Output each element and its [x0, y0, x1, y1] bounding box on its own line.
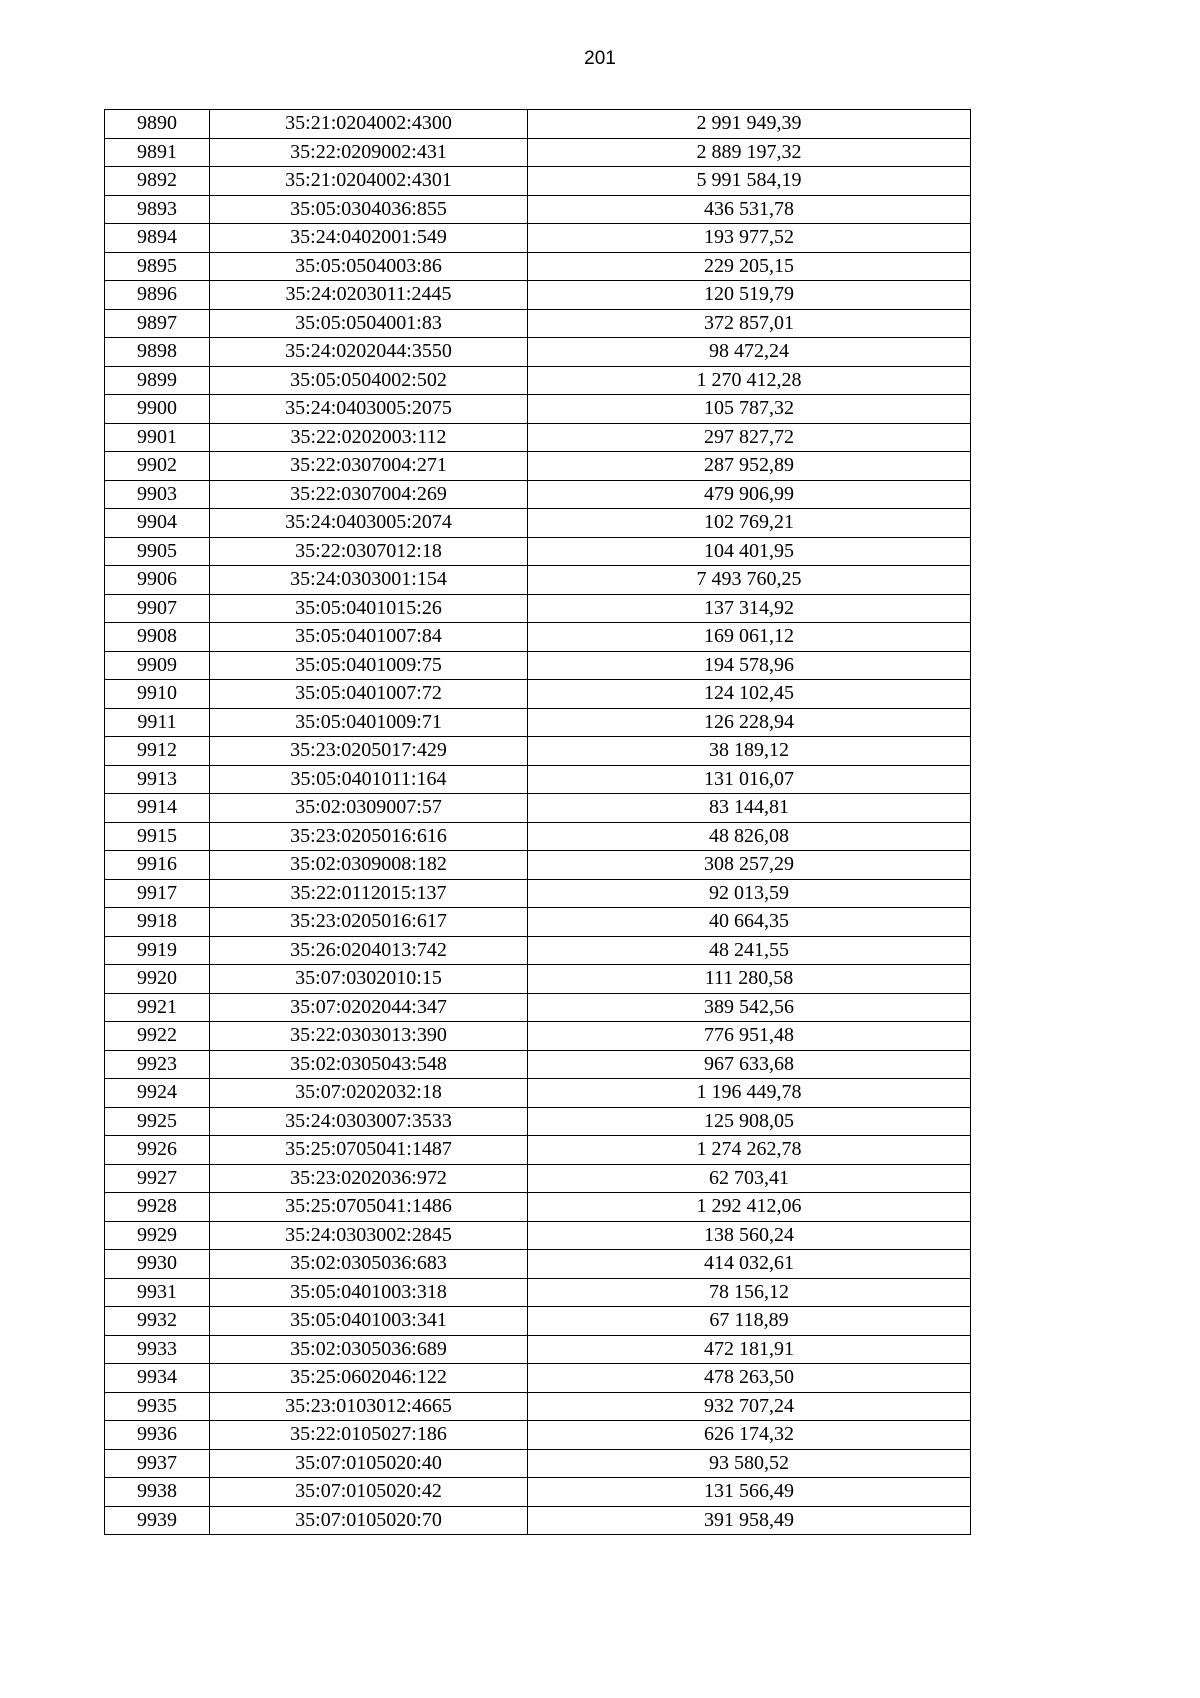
row-number-cell: 9910 — [105, 680, 210, 709]
table-row — [105, 822, 971, 851]
table-row — [105, 195, 971, 224]
cadastral-number-cell: 35:05:0401007:84 — [210, 623, 528, 652]
cadastral-value-cell: 479 906,99 — [528, 480, 971, 509]
table-row — [105, 1335, 971, 1364]
cadastral-number-cell: 35:05:0401009:71 — [210, 708, 528, 737]
cadastral-value-cell: 414 032,61 — [528, 1250, 971, 1279]
table-row — [105, 252, 971, 281]
row-number-cell: 9893 — [105, 195, 210, 224]
row-number-cell: 9915 — [105, 822, 210, 851]
row-number-cell: 9892 — [105, 167, 210, 196]
cadastral-value-cell: 125 908,05 — [528, 1107, 971, 1136]
cadastral-value-cell: 478 263,50 — [528, 1364, 971, 1393]
table-body — [105, 110, 971, 1535]
cadastral-number-cell: 35:07:0302010:15 — [210, 965, 528, 994]
row-number-cell: 9903 — [105, 480, 210, 509]
cadastral-number-cell: 35:21:0204002:4300 — [210, 110, 528, 139]
row-number-cell: 9928 — [105, 1193, 210, 1222]
cadastral-value-table — [104, 109, 971, 1535]
cadastral-number-cell: 35:05:0401007:72 — [210, 680, 528, 709]
cadastral-number-cell: 35:02:0305036:683 — [210, 1250, 528, 1279]
page-number: 201 — [584, 48, 616, 69]
cadastral-number-cell: 35:22:0307004:271 — [210, 452, 528, 481]
cadastral-value-cell: 436 531,78 — [528, 195, 971, 224]
table-row — [105, 138, 971, 167]
cadastral-number-cell: 35:05:0304036:855 — [210, 195, 528, 224]
cadastral-value-cell: 38 189,12 — [528, 737, 971, 766]
table-row — [105, 1050, 971, 1079]
row-number-cell: 9894 — [105, 224, 210, 253]
table-row — [105, 566, 971, 595]
cadastral-value-cell: 169 061,12 — [528, 623, 971, 652]
cadastral-number-cell: 35:21:0204002:4301 — [210, 167, 528, 196]
cadastral-value-cell: 7 493 760,25 — [528, 566, 971, 595]
cadastral-number-cell: 35:23:0205016:616 — [210, 822, 528, 851]
row-number-cell: 9918 — [105, 908, 210, 937]
cadastral-value-cell: 78 156,12 — [528, 1278, 971, 1307]
row-number-cell: 9929 — [105, 1221, 210, 1250]
cadastral-value-cell: 2 889 197,32 — [528, 138, 971, 167]
table-row — [105, 965, 971, 994]
table-row — [105, 1392, 971, 1421]
table-row — [105, 167, 971, 196]
table-row — [105, 1193, 971, 1222]
row-number-cell: 9936 — [105, 1421, 210, 1450]
table-row — [105, 281, 971, 310]
cadastral-number-cell: 35:23:0103012:4665 — [210, 1392, 528, 1421]
row-number-cell: 9897 — [105, 309, 210, 338]
row-number-cell: 9925 — [105, 1107, 210, 1136]
cadastral-number-cell: 35:07:0202044:347 — [210, 993, 528, 1022]
row-number-cell: 9937 — [105, 1449, 210, 1478]
cadastral-number-cell: 35:07:0105020:70 — [210, 1506, 528, 1535]
row-number-cell: 9920 — [105, 965, 210, 994]
table-row — [105, 794, 971, 823]
cadastral-value-cell: 776 951,48 — [528, 1022, 971, 1051]
table-row — [105, 936, 971, 965]
table-row — [105, 1022, 971, 1051]
table-row — [105, 1278, 971, 1307]
cadastral-number-cell: 35:25:0705041:1486 — [210, 1193, 528, 1222]
cadastral-value-cell: 229 205,15 — [528, 252, 971, 281]
cadastral-value-cell: 1 196 449,78 — [528, 1079, 971, 1108]
row-number-cell: 9926 — [105, 1136, 210, 1165]
cadastral-value-cell: 389 542,56 — [528, 993, 971, 1022]
row-number-cell: 9931 — [105, 1278, 210, 1307]
cadastral-number-cell: 35:26:0204013:742 — [210, 936, 528, 965]
table-row — [105, 737, 971, 766]
table-row — [105, 765, 971, 794]
row-number-cell: 9906 — [105, 566, 210, 595]
cadastral-number-cell: 35:23:0205017:429 — [210, 737, 528, 766]
cadastral-number-cell: 35:05:0401015:26 — [210, 594, 528, 623]
row-number-cell: 9938 — [105, 1478, 210, 1507]
cadastral-number-cell: 35:24:0303007:3533 — [210, 1107, 528, 1136]
row-number-cell: 9908 — [105, 623, 210, 652]
cadastral-value-cell: 287 952,89 — [528, 452, 971, 481]
table-row — [105, 1449, 971, 1478]
cadastral-value-cell: 308 257,29 — [528, 851, 971, 880]
cadastral-number-cell: 35:02:0305043:548 — [210, 1050, 528, 1079]
cadastral-value-cell: 105 787,32 — [528, 395, 971, 424]
table-row — [105, 366, 971, 395]
cadastral-value-cell: 48 826,08 — [528, 822, 971, 851]
table-row — [105, 1136, 971, 1165]
row-number-cell: 9921 — [105, 993, 210, 1022]
table-row — [105, 224, 971, 253]
cadastral-number-cell: 35:02:0305036:689 — [210, 1335, 528, 1364]
cadastral-value-cell: 62 703,41 — [528, 1164, 971, 1193]
cadastral-value-cell: 48 241,55 — [528, 936, 971, 965]
row-number-cell: 9919 — [105, 936, 210, 965]
cadastral-value-cell: 92 013,59 — [528, 879, 971, 908]
cadastral-value-cell: 138 560,24 — [528, 1221, 971, 1250]
table-row — [105, 1364, 971, 1393]
table-row — [105, 879, 971, 908]
cadastral-number-cell: 35:05:0401003:318 — [210, 1278, 528, 1307]
cadastral-number-cell: 35:05:0504003:86 — [210, 252, 528, 281]
cadastral-value-cell: 2 991 949,39 — [528, 110, 971, 139]
cadastral-value-cell: 131 016,07 — [528, 765, 971, 794]
cadastral-number-cell: 35:24:0403005:2074 — [210, 509, 528, 538]
cadastral-number-cell: 35:05:0401011:164 — [210, 765, 528, 794]
row-number-cell: 9912 — [105, 737, 210, 766]
cadastral-value-cell: 102 769,21 — [528, 509, 971, 538]
cadastral-value-cell: 194 578,96 — [528, 651, 971, 680]
cadastral-value-cell: 297 827,72 — [528, 423, 971, 452]
row-number-cell: 9934 — [105, 1364, 210, 1393]
cadastral-value-cell: 1 292 412,06 — [528, 1193, 971, 1222]
cadastral-value-cell: 104 401,95 — [528, 537, 971, 566]
cadastral-number-cell: 35:25:0602046:122 — [210, 1364, 528, 1393]
cadastral-value-cell: 193 977,52 — [528, 224, 971, 253]
table-row — [105, 309, 971, 338]
table-row — [105, 452, 971, 481]
table-row — [105, 1307, 971, 1336]
cadastral-number-cell: 35:24:0203011:2445 — [210, 281, 528, 310]
cadastral-value-cell: 5 991 584,19 — [528, 167, 971, 196]
cadastral-value-cell: 126 228,94 — [528, 708, 971, 737]
row-number-cell: 9930 — [105, 1250, 210, 1279]
table-row — [105, 1107, 971, 1136]
cadastral-number-cell: 35:07:0105020:40 — [210, 1449, 528, 1478]
cadastral-number-cell: 35:22:0202003:112 — [210, 423, 528, 452]
row-number-cell: 9911 — [105, 708, 210, 737]
table-row — [105, 1250, 971, 1279]
table-row — [105, 1478, 971, 1507]
cadastral-value-cell: 93 580,52 — [528, 1449, 971, 1478]
row-number-cell: 9914 — [105, 794, 210, 823]
cadastral-value-cell: 1 270 412,28 — [528, 366, 971, 395]
cadastral-value-cell: 967 633,68 — [528, 1050, 971, 1079]
cadastral-number-cell: 35:25:0705041:1487 — [210, 1136, 528, 1165]
table-row — [105, 594, 971, 623]
row-number-cell: 9901 — [105, 423, 210, 452]
table-row — [105, 623, 971, 652]
cadastral-number-cell: 35:05:0401003:341 — [210, 1307, 528, 1336]
cadastral-value-cell: 83 144,81 — [528, 794, 971, 823]
cadastral-number-cell: 35:23:0205016:617 — [210, 908, 528, 937]
cadastral-number-cell: 35:05:0401009:75 — [210, 651, 528, 680]
row-number-cell: 9932 — [105, 1307, 210, 1336]
row-number-cell: 9904 — [105, 509, 210, 538]
cadastral-number-cell: 35:22:0105027:186 — [210, 1421, 528, 1450]
cadastral-number-cell: 35:22:0307012:18 — [210, 537, 528, 566]
cadastral-number-cell: 35:22:0209002:431 — [210, 138, 528, 167]
table-row — [105, 851, 971, 880]
table-row — [105, 423, 971, 452]
cadastral-value-cell: 472 181,91 — [528, 1335, 971, 1364]
row-number-cell: 9917 — [105, 879, 210, 908]
cadastral-number-cell: 35:05:0504002:502 — [210, 366, 528, 395]
table-row — [105, 110, 971, 139]
table-row — [105, 651, 971, 680]
cadastral-number-cell: 35:24:0403005:2075 — [210, 395, 528, 424]
cadastral-number-cell: 35:24:0202044:3550 — [210, 338, 528, 367]
cadastral-number-cell: 35:22:0112015:137 — [210, 879, 528, 908]
row-number-cell: 9905 — [105, 537, 210, 566]
cadastral-value-cell: 40 664,35 — [528, 908, 971, 937]
cadastral-number-cell: 35:07:0202032:18 — [210, 1079, 528, 1108]
cadastral-value-cell: 120 519,79 — [528, 281, 971, 310]
table-row — [105, 509, 971, 538]
cadastral-value-cell: 1 274 262,78 — [528, 1136, 971, 1165]
table-row — [105, 708, 971, 737]
cadastral-number-cell: 35:02:0309007:57 — [210, 794, 528, 823]
table-row — [105, 395, 971, 424]
cadastral-value-cell: 111 280,58 — [528, 965, 971, 994]
table-row — [105, 680, 971, 709]
row-number-cell: 9896 — [105, 281, 210, 310]
row-number-cell: 9890 — [105, 110, 210, 139]
table-row — [105, 908, 971, 937]
row-number-cell: 9913 — [105, 765, 210, 794]
table-row — [105, 1506, 971, 1535]
table-row — [105, 537, 971, 566]
row-number-cell: 9898 — [105, 338, 210, 367]
row-number-cell: 9900 — [105, 395, 210, 424]
table-row — [105, 1221, 971, 1250]
row-number-cell: 9923 — [105, 1050, 210, 1079]
row-number-cell: 9916 — [105, 851, 210, 880]
cadastral-number-cell: 35:22:0303013:390 — [210, 1022, 528, 1051]
row-number-cell: 9922 — [105, 1022, 210, 1051]
cadastral-number-cell: 35:02:0309008:182 — [210, 851, 528, 880]
cadastral-value-cell: 626 174,32 — [528, 1421, 971, 1450]
row-number-cell: 9909 — [105, 651, 210, 680]
row-number-cell: 9935 — [105, 1392, 210, 1421]
cadastral-value-cell: 137 314,92 — [528, 594, 971, 623]
cadastral-number-cell: 35:05:0504001:83 — [210, 309, 528, 338]
cadastral-value-cell: 372 857,01 — [528, 309, 971, 338]
table-row — [105, 1079, 971, 1108]
row-number-cell: 9895 — [105, 252, 210, 281]
cadastral-number-cell: 35:24:0303002:2845 — [210, 1221, 528, 1250]
cadastral-value-cell: 131 566,49 — [528, 1478, 971, 1507]
table-row — [105, 1421, 971, 1450]
row-number-cell: 9924 — [105, 1079, 210, 1108]
table-row — [105, 338, 971, 367]
cadastral-value-cell: 67 118,89 — [528, 1307, 971, 1336]
cadastral-number-cell: 35:24:0402001:549 — [210, 224, 528, 253]
cadastral-value-cell: 98 472,24 — [528, 338, 971, 367]
table-row — [105, 993, 971, 1022]
row-number-cell: 9902 — [105, 452, 210, 481]
cadastral-number-cell: 35:22:0307004:269 — [210, 480, 528, 509]
cadastral-value-cell: 391 958,49 — [528, 1506, 971, 1535]
cadastral-number-cell: 35:24:0303001:154 — [210, 566, 528, 595]
row-number-cell: 9927 — [105, 1164, 210, 1193]
row-number-cell: 9899 — [105, 366, 210, 395]
table-row — [105, 480, 971, 509]
row-number-cell: 9939 — [105, 1506, 210, 1535]
row-number-cell: 9907 — [105, 594, 210, 623]
table-row — [105, 1164, 971, 1193]
cadastral-value-cell: 124 102,45 — [528, 680, 971, 709]
row-number-cell: 9933 — [105, 1335, 210, 1364]
cadastral-value-cell: 932 707,24 — [528, 1392, 971, 1421]
row-number-cell: 9891 — [105, 138, 210, 167]
cadastral-number-cell: 35:23:0202036:972 — [210, 1164, 528, 1193]
cadastral-number-cell: 35:07:0105020:42 — [210, 1478, 528, 1507]
